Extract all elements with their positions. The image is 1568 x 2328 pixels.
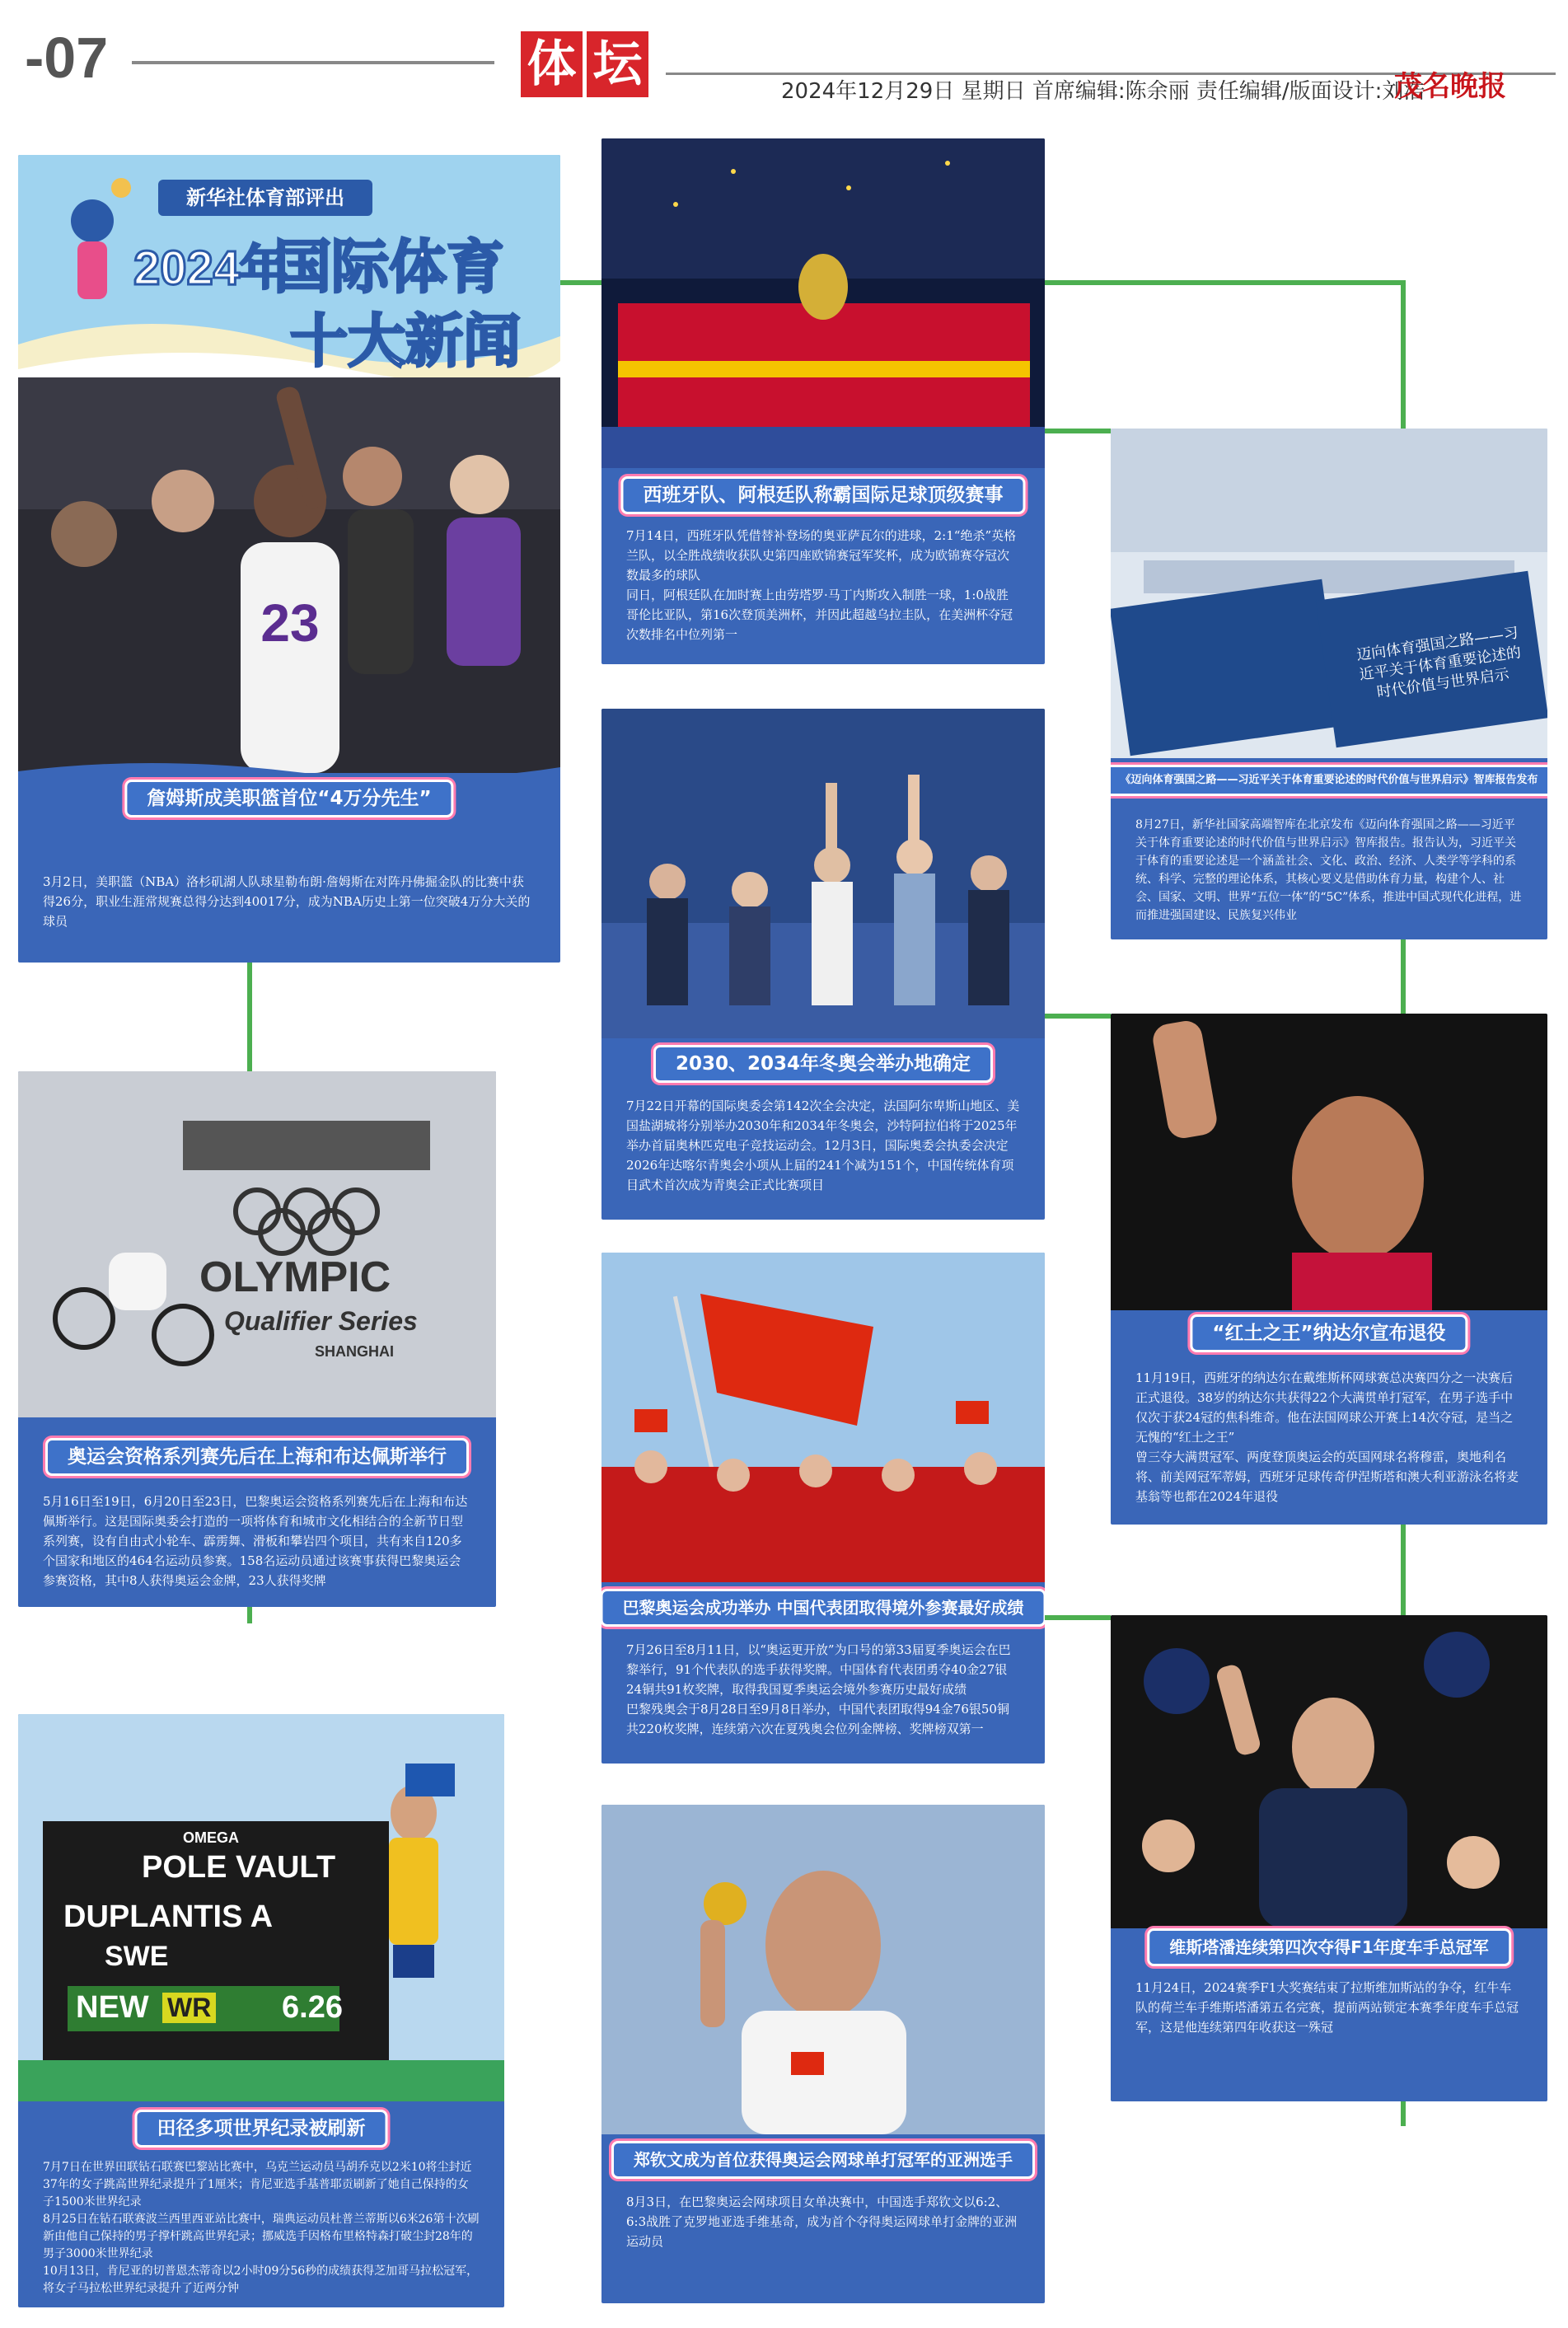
story-body xyxy=(43,1492,471,1590)
story-title: 2030、2034年冬奥会举办地确定 xyxy=(653,1045,993,1083)
connector-line xyxy=(1045,1014,1111,1019)
story-paragraph: 8月3日，在巴黎奥运会网球项目女单决赛中，中国选手郑钦文以6:2、6:3战胜了克罗地亚选手维基奇，成为首个夺得奥运网球单打金牌的亚洲运动员 xyxy=(626,2195,1018,2249)
board-athlete: DUPLANTIS A xyxy=(63,1899,274,1934)
story-paragraph: 11月24日，2024赛季F1大奖赛结束了拉斯维加斯站的争夺，红牛车队的荷兰车手维斯塔潘第五名完赛，提前两站锁定本赛季年度车手总冠军，这是他连续第四年收获这一殊冠 xyxy=(1135,1980,1519,2035)
story-title: 詹姆斯成美职篮首位“4万分先生” xyxy=(124,780,453,817)
board-height: 6.26 xyxy=(282,1990,343,2025)
story-body xyxy=(626,1640,1020,1739)
story-paragraph: 11月19日，西班牙的纳达尔在戴维斯杯网球赛总决赛四分之一决赛后正式退役。38岁的纳达尔共获得22个大满贯单打冠军，在男子选手中仅次于获24冠的焦科维奇。他在法国网球公开赛上14次夺冠，是当之无愧的“红土之王” xyxy=(1135,1370,1514,1445)
header-rule xyxy=(132,61,494,64)
f1-photo xyxy=(1111,1615,1547,1928)
story-body xyxy=(43,2159,480,2298)
issue-meta: 2024年12月29日 星期日 首席编辑:陈余丽 责任编辑/版面设计:刘浩 xyxy=(781,79,1425,104)
story-paragraph: 8月27日，新华社国家高端智库在北京发布《迈向体育强国之路——习近平关于体育重要论述的时代价值与世界启示》智库报告。报告认为，习近平关于体育的重要论述是一个涵盖社会、文化、政治、经济、人类学等学科的系统、科学、完整的理论体系，其核心要义是借助体育力量，构建个人、社会、国家、文明、世界“五位一体”的“5C”体系，推进中国式现代化进程，进而推进强国建设、民族复兴伟业 xyxy=(1135,818,1522,922)
story-body xyxy=(43,872,536,931)
winter-photo xyxy=(601,709,1045,1038)
story-card-zheng xyxy=(601,1805,1045,2303)
story-paragraph: 7月22日开幕的国际奥委会第142次全会决定，法国阿尔卑斯山地区、美国盐湖城将分别举办2030年和2034年冬奥会，沙特阿拉伯将于2025年举办首届奥林匹克电子竞技运动会。12月3日，国际奥委会执委会决定2026年达喀尔青奥会小项从上届的241个减为151个，中国传统体育项目武术首次成为青奥会正式比赛项目 xyxy=(626,1098,1020,1192)
story-title: 维斯塔潘连续第四次夺得F1年度车手总冠军 xyxy=(1147,1928,1511,1966)
story-paragraph: 曾三夺大满贯冠军、两度登顶奥运会的英国网球名将穆雷，奥地利名将、前美网冠军蒂姆，西班牙足球传奇伊涅斯塔和澳大利亚游泳名将麦基翁等也都在2024年退役 xyxy=(1135,1450,1519,1504)
story-body xyxy=(1135,1978,1523,2037)
board-brand: OMEGA xyxy=(183,1829,240,1846)
story-card-paris xyxy=(601,1253,1045,1764)
story-paragraph: 7月14日，西班牙队凭借替补登场的奥亚萨瓦尔的进球，2:1“绝杀”英格兰队，以全胜战绩收获队史第四座欧锦赛冠军奖杯，成为欧锦赛夺冠次数最多的球队 xyxy=(626,528,1017,583)
story-card-report xyxy=(1111,429,1547,939)
story-body xyxy=(626,1096,1020,1195)
story-title: 巴黎奥运会成功举办 中国代表团取得境外参赛最好成绩 xyxy=(601,1589,1045,1627)
story-body xyxy=(1135,1368,1523,1506)
page-number: -07 xyxy=(25,26,109,90)
svg-text:23: 23 xyxy=(260,593,320,653)
story-title: 西班牙队、阿根廷队称霸国际足球顶级赛事 xyxy=(621,476,1026,514)
page-header xyxy=(0,0,1568,124)
story-paragraph: 5月16日至19日，6月20日至23日，巴黎奥运会资格系列赛先后在上海和布达佩斯举行。这是国际奥委会打造的一项将体育和城市文化相结合的全新节日型系列赛，设有自由式小轮车、霹雳舞、滑板和攀岩四个项目，共有来自120多个国家和地区的464名运动员参赛。158名运动员通过该赛事获得巴黎奥运会参赛资格，其中8人获得奥运会金牌，23人获得奖牌 xyxy=(43,1494,468,1588)
board-country: SWE xyxy=(105,1941,169,1972)
story-paragraph: 巴黎残奥会于8月28日至9月8日举办，中国代表团取得94金76银50铜共220枚奖牌，连续第六次在夏残奥会位列金牌榜、奖牌榜双第一 xyxy=(626,1702,1009,1736)
story-title: 田径多项世界纪录被刷新 xyxy=(135,2110,388,2148)
euro-photo xyxy=(601,138,1045,468)
story-paragraph: 8月25日在钻石联赛波兰西里西亚站比赛中，瑞典运动员杜普兰蒂斯以6米26第十次刷新由他自己保持的男子撑杆跳高世界纪录；挪威选手因格布里格特森打破尘封28年的男子3000米世界纪录 xyxy=(43,2213,480,2260)
james-photo xyxy=(18,377,560,773)
story-body xyxy=(1135,816,1523,925)
story-title: 《迈向体育强国之路——习近平关于体育重要论述的时代价值与世界启示》智库报告发布 xyxy=(1111,765,1547,796)
story-title: 郑钦文成为首位获得奥运会网球单打冠军的亚洲选手 xyxy=(611,2141,1035,2179)
story-body xyxy=(626,2192,1020,2251)
story-paragraph: 10月13日，肯尼亚的切普恩杰蒂奇以2小时09分56秒的成绩获得芝加哥马拉松冠军，将女子马拉松世界纪录提升了近两分钟 xyxy=(43,2265,479,2295)
banner-kicker: 新华社体育部评出 xyxy=(158,180,372,216)
qualifier-logo-line1: OLYMPIC xyxy=(199,1253,391,1301)
banner-title-line1: 国际体育 xyxy=(274,233,504,301)
story-title: 奥运会资格系列赛先后在上海和布达佩斯举行 xyxy=(45,1438,469,1476)
section-char-2: 坛 xyxy=(587,31,648,97)
qualifier-photo xyxy=(18,1071,496,1417)
story-card-euro xyxy=(601,138,1045,664)
story-card-qualifier xyxy=(18,1071,496,1607)
qualifier-logo-line3: SHANGHAI xyxy=(315,1343,395,1360)
board-wr: WR xyxy=(162,1993,216,2023)
story-paragraph: 同日，阿根廷队在加时赛上由劳塔罗·马丁内斯攻入制胜一球，1:0战胜哥伦比亚队，第16次登顶美洲杯，并因此超越乌拉圭队，在美洲杯夺冠次数排名中位列第一 xyxy=(626,588,1013,642)
report-photo xyxy=(1111,429,1547,758)
story-card-winter xyxy=(601,709,1045,1220)
story-body xyxy=(626,526,1020,644)
board-event: POLE VAULT xyxy=(142,1850,336,1885)
issue-info xyxy=(666,70,1556,108)
nadal-photo xyxy=(1111,1014,1547,1310)
connector-line xyxy=(1045,1615,1111,1620)
story-card-james xyxy=(18,155,560,963)
banner-title-line2: 十大新闻 xyxy=(290,307,521,375)
story-paragraph: 7月26日至8月11日，以“奥运更开放”为口号的第33届夏季奥运会在巴黎举行，91个代表队的选手获得奖牌。中国体育代表团勇夺40金27银24铜共91枚奖牌，取得我国夏季奥运会境外参赛历史最好成绩 xyxy=(626,1642,1011,1697)
story-paragraph: 7月7日在世界田联钻石联赛巴黎站比赛中，乌克兰运动员马胡乔克以2米10将尘封近37年的女子跳高世界纪录提升了1厘米；肯尼亚选手基普耶贡刷新了她自己保持的女子1500米世界纪录 xyxy=(43,2161,472,2209)
newspaper-logo: 茂名晚报 xyxy=(1394,70,1506,103)
board-new: NEW xyxy=(76,1990,149,2025)
section-char-1: 体 xyxy=(521,31,583,97)
story-card-nadal xyxy=(1111,1014,1547,1525)
story-card-f1 xyxy=(1111,1615,1547,2101)
connector-line xyxy=(1045,429,1111,433)
paris-photo xyxy=(601,1253,1045,1582)
qualifier-logo-line2: Qualifier Series xyxy=(224,1306,418,1336)
story-card-athletics xyxy=(18,1714,504,2307)
story-paragraph: 3月2日，美职篮（NBA）洛杉矶湖人队球星勒布朗·詹姆斯在对阵丹佛掘金队的比赛中获得26分，职业生涯常规赛总得分达到40017分，成为NBA历史上第一位突破4万分大关的球员 xyxy=(43,874,531,929)
banner-year: 2024年 xyxy=(133,241,288,295)
story-title: “红土之王”纳达尔宣布退役 xyxy=(1190,1314,1467,1352)
report-book-text: 迈向体育强国之路——习近平关于体育重要论述的时代价值与世界启示 xyxy=(1355,624,1523,701)
zheng-photo xyxy=(601,1805,1045,2134)
